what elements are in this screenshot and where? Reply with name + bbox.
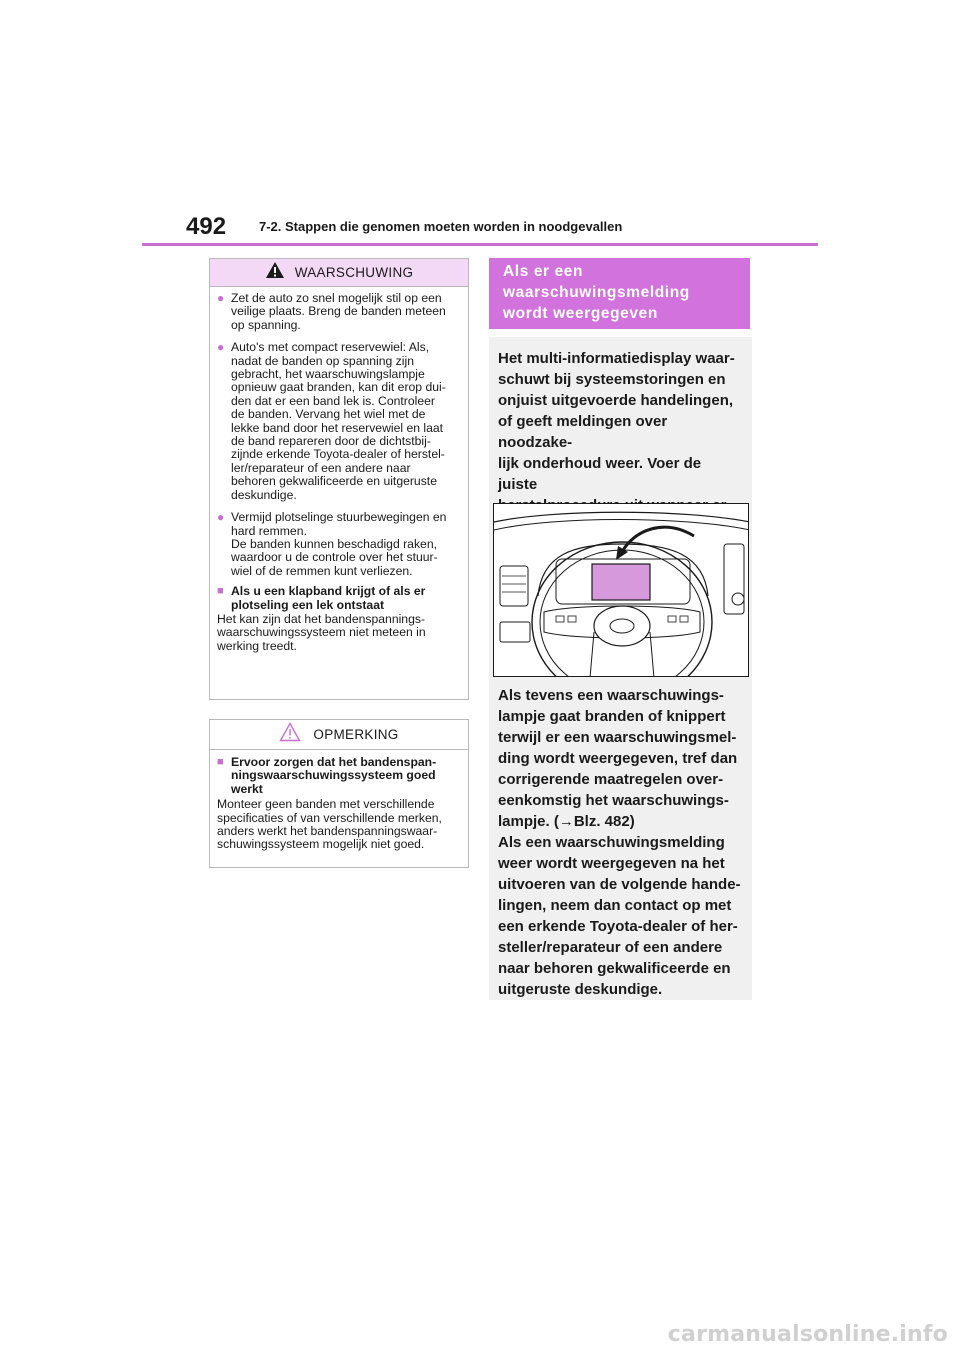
warning-label: WAARSCHUWING bbox=[294, 265, 414, 280]
right-paragraph-1: Als tevens een waarschuwings- lampje gaat branden of knippert terwijl er een waarschuwingsmel- ding wordt weergegeven, tref dan corrigerende maatregelen over- eenkomstig het waarschuwings- lampje. (→Blz. 482) bbox=[498, 687, 738, 830]
bullet-dot-icon: ● bbox=[217, 291, 225, 305]
warning-header bbox=[210, 259, 468, 287]
note-subheading bbox=[217, 756, 461, 796]
caution-triangle-icon bbox=[279, 722, 301, 747]
page-number: 492 bbox=[186, 213, 227, 240]
note-label: OPMERKING bbox=[313, 727, 399, 742]
warning-bullet-text: Vermijd plotselinge stuurbewegingen en hard remmen. De banden kunnen beschadigd raken, waardoor u de controle over het stuur- wiel of de remmen kunt verliezen. bbox=[231, 510, 447, 578]
footer-watermark[interactable]: carmanualsonline.info bbox=[667, 1322, 948, 1347]
square-bullet-icon: ■ bbox=[217, 756, 224, 768]
right-paragraph-2: Als een waarschuwingsmelding weer wordt weergegeven na het uitvoeren van de volgende hande- lingen, neem dan contact op met een erkende Toyota-dealer of her- steller/reparateur of een andere naar behoren gekwalificeerde en uitgeruste deskundige. bbox=[498, 834, 741, 998]
warning-bullet bbox=[217, 292, 461, 332]
note-body bbox=[210, 750, 468, 852]
note-header bbox=[210, 720, 468, 750]
warning-paragraph: Het kan zijn dat het bandenspannings- waarschuwingssysteem niet meteen in werking treedt. bbox=[217, 611, 426, 653]
note-subheading-text: Ervoor zorgen dat het bandenspan- ningswaarschuwingssysteem goed werkt bbox=[231, 755, 437, 796]
warning-bullet bbox=[217, 511, 461, 578]
note-box bbox=[209, 719, 469, 868]
warning-box bbox=[209, 258, 469, 700]
warning-subheading bbox=[217, 585, 461, 612]
square-bullet-icon: ■ bbox=[217, 585, 224, 598]
bullet-dot-icon: ● bbox=[217, 340, 225, 355]
warning-body bbox=[210, 287, 468, 653]
header-rule bbox=[142, 243, 818, 246]
warning-bullet-text: Auto's met compact reservewiel: Als, nadat de banden op spanning zijn gebracht, het waarschuwingslampje opnieuw gaat branden, kan dit erop dui- den dat er een band lek is. Controleer de banden. Vervang het wiel met de lekke band door het reservewiel en laat de band repareren door de dichtstbij- zijnde erkende Toyota-dealer of herstel- ler/reparateur of een andere naar behoren gekwalificeerde en uitgeruste deskundige. bbox=[231, 340, 446, 502]
warning-subheading-text: Als u een klapband krijgt of als er plotseling een lek ontstaat bbox=[231, 584, 426, 612]
right-intro: Het multi-informatiedisplay waar- schuwt bij systeemstoringen en onjuist uitgevoerde handelingen, of geeft meldingen over noodzake- lijk onderhoud weer. Voer de juiste bbox=[498, 350, 735, 493]
right-heading: Als er een waarschuwingsmelding wordt weergegeven bbox=[489, 258, 750, 329]
dashboard-display-illustration bbox=[493, 503, 749, 677]
warning-bullet bbox=[217, 341, 461, 502]
warning-triangle-icon bbox=[265, 261, 285, 284]
warning-bullet-text: Zet de auto zo snel mogelijk stil op een veilige plaats. Breng de banden meteen op spanning. bbox=[231, 291, 446, 332]
bullet-dot-icon: ● bbox=[217, 510, 225, 525]
section-title: 7-2. Stappen die genomen moeten worden in noodgevallen bbox=[259, 219, 623, 234]
note-paragraph: Monteer geen banden met verschillende specificaties of van verschillende merken, anders werkt het bandenspanningswaar- schuwingssysteem mogelijk niet goed. bbox=[217, 797, 442, 852]
